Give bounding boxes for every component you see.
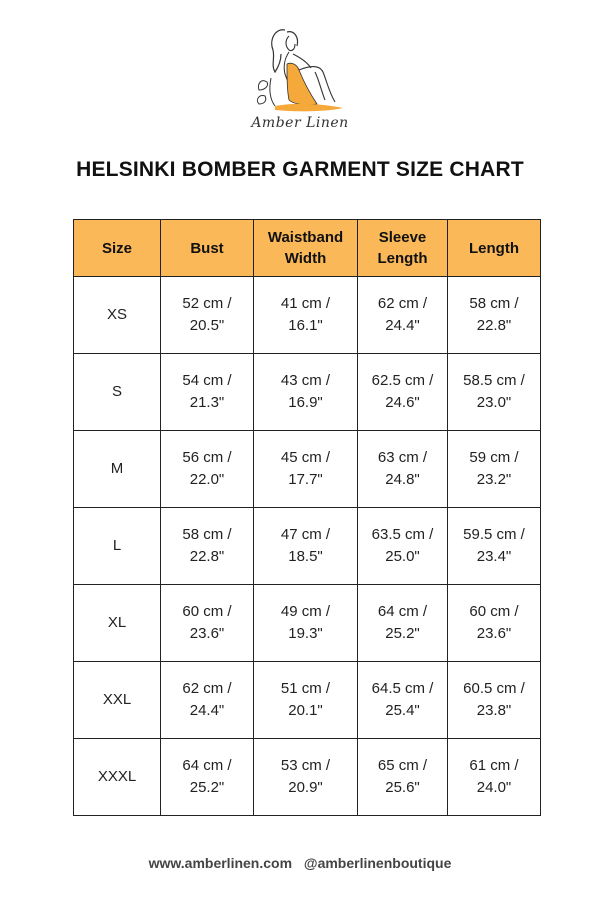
measurement-line: 23.6" [189,625,225,642]
bust-cell [161,354,254,431]
measurement-line: 63.5 cm / [371,526,434,543]
sleeve-cell [358,739,448,816]
column-header-bust [161,220,254,277]
measurement-line: 22.0" [189,471,225,488]
measurement-line: 24.6" [385,394,420,411]
measurement-line: 17.7" [288,471,323,488]
size-cell: XXL [74,662,161,739]
measurement-line: 64.5 cm / [371,680,434,697]
measurement-line: 16.9" [288,394,323,411]
website-link[interactable]: www.amberlinen.com [148,855,293,871]
header-label: Length [469,239,519,257]
measurement-line: 23.0" [476,394,512,411]
size-cell: XL [74,585,161,662]
sleeve-cell [358,277,448,354]
measurement-line: 20.1" [288,702,323,719]
measurement-line: 23.6" [476,625,512,642]
size-cell: XS [74,277,161,354]
size-cell: L [74,508,161,585]
measurement-line: 41 cm / [280,295,331,312]
header-label: Size [101,239,132,257]
measurement-line: 63 cm / [377,449,428,466]
measurement-line: 64 cm / [377,603,428,620]
measurement-line: 51 cm / [280,680,331,697]
measurement-line: 65 cm / [377,757,428,774]
sleeve-cell [358,662,448,739]
measurement-line: 23.4" [476,548,512,565]
measurement-line: 58 cm / [469,295,519,312]
measurement-line: 60 cm / [469,603,519,620]
measurement-line: 23.8" [476,702,512,719]
waist-cell [254,354,358,431]
bust-cell [161,739,254,816]
table-row [74,662,541,739]
sleeve-cell [358,431,448,508]
sleeve-cell [358,508,448,585]
header-label: Bust [190,239,224,257]
measurement-line: 52 cm / [182,295,232,312]
measurement-line: 53 cm / [280,757,331,774]
measurement-line: 61 cm / [469,757,519,774]
bust-cell [161,662,254,739]
size-cell: M [74,431,161,508]
page-title: HELSINKI BOMBER GARMENT SIZE CHART [76,158,524,181]
measurement-line: 25.0" [385,548,420,565]
measurement-line: 24.4" [385,317,420,334]
size-chart-table [73,219,541,816]
table-row [74,739,541,816]
measurement-line: 60.5 cm / [463,680,525,697]
table-row [74,508,541,585]
sleeve-cell [358,354,448,431]
size-cell: XXXL [74,739,161,816]
length-cell [448,508,541,585]
column-header-waistband-width [254,220,358,277]
header-label: Sleeve [378,229,427,246]
measurement-line: 20.5" [189,317,225,334]
measurement-line: 45 cm / [280,449,331,466]
sleeve-cell [358,585,448,662]
header-label: Width [284,250,327,267]
measurement-line: 16.1" [288,317,323,334]
measurement-line: 58.5 cm / [463,372,525,389]
header-label: Length [377,250,428,267]
column-header-size [74,220,161,277]
measurement-line: 49 cm / [280,603,331,620]
table-row [74,431,541,508]
column-header-length [448,220,541,277]
footer [0,855,600,871]
length-cell [448,662,541,739]
measurement-line: 64 cm / [182,757,232,774]
measurement-line: 18.5" [288,548,323,565]
measurement-line: 25.6" [385,779,420,796]
brand-name: Amber Linen [251,115,349,131]
waist-cell [254,662,358,739]
measurement-line: 62 cm / [182,680,232,697]
waist-cell [254,739,358,816]
waist-cell [254,431,358,508]
bust-cell [161,585,254,662]
measurement-line: 19.3" [288,625,323,642]
table-header-row [74,220,541,277]
length-cell [448,739,541,816]
length-cell [448,431,541,508]
measurement-line: 25.4" [385,702,420,719]
length-cell [448,585,541,662]
measurement-line: 59 cm / [469,449,519,466]
measurement-line: 54 cm / [182,372,232,389]
measurement-line: 25.2" [189,779,225,796]
measurement-line: 22.8" [189,548,225,565]
table-row [74,585,541,662]
measurement-line: 56 cm / [182,449,232,466]
header-label: Waistband [267,229,344,246]
waist-cell [254,277,358,354]
length-cell [448,277,541,354]
table-row [74,277,541,354]
woman-illustration-icon [245,22,355,114]
column-header-sleeve-length [358,220,448,277]
measurement-line: 60 cm / [182,603,232,620]
measurement-line: 21.3" [189,394,225,411]
bust-cell [161,508,254,585]
length-cell [448,354,541,431]
bust-cell [161,277,254,354]
waist-cell [254,585,358,662]
table-body [74,277,541,816]
measurement-line: 62 cm / [377,295,428,312]
measurement-line: 20.9" [288,779,323,796]
social-handle[interactable]: @amberlinenboutique [303,855,452,871]
measurement-line: 24.4" [189,702,225,719]
size-cell: S [74,354,161,431]
waist-cell [254,508,358,585]
measurement-line: 24.0" [476,779,512,796]
measurement-line: 47 cm / [280,526,331,543]
measurement-line: 22.8" [476,317,512,334]
measurement-line: 58 cm / [182,526,232,543]
measurement-line: 59.5 cm / [463,526,525,543]
measurement-line: 62.5 cm / [371,372,434,389]
measurement-line: 25.2" [385,625,420,642]
measurement-line: 24.8" [385,471,420,488]
measurement-line: 23.2" [476,471,512,488]
table-row [74,354,541,431]
bust-cell [161,431,254,508]
measurement-line: 43 cm / [280,372,331,389]
